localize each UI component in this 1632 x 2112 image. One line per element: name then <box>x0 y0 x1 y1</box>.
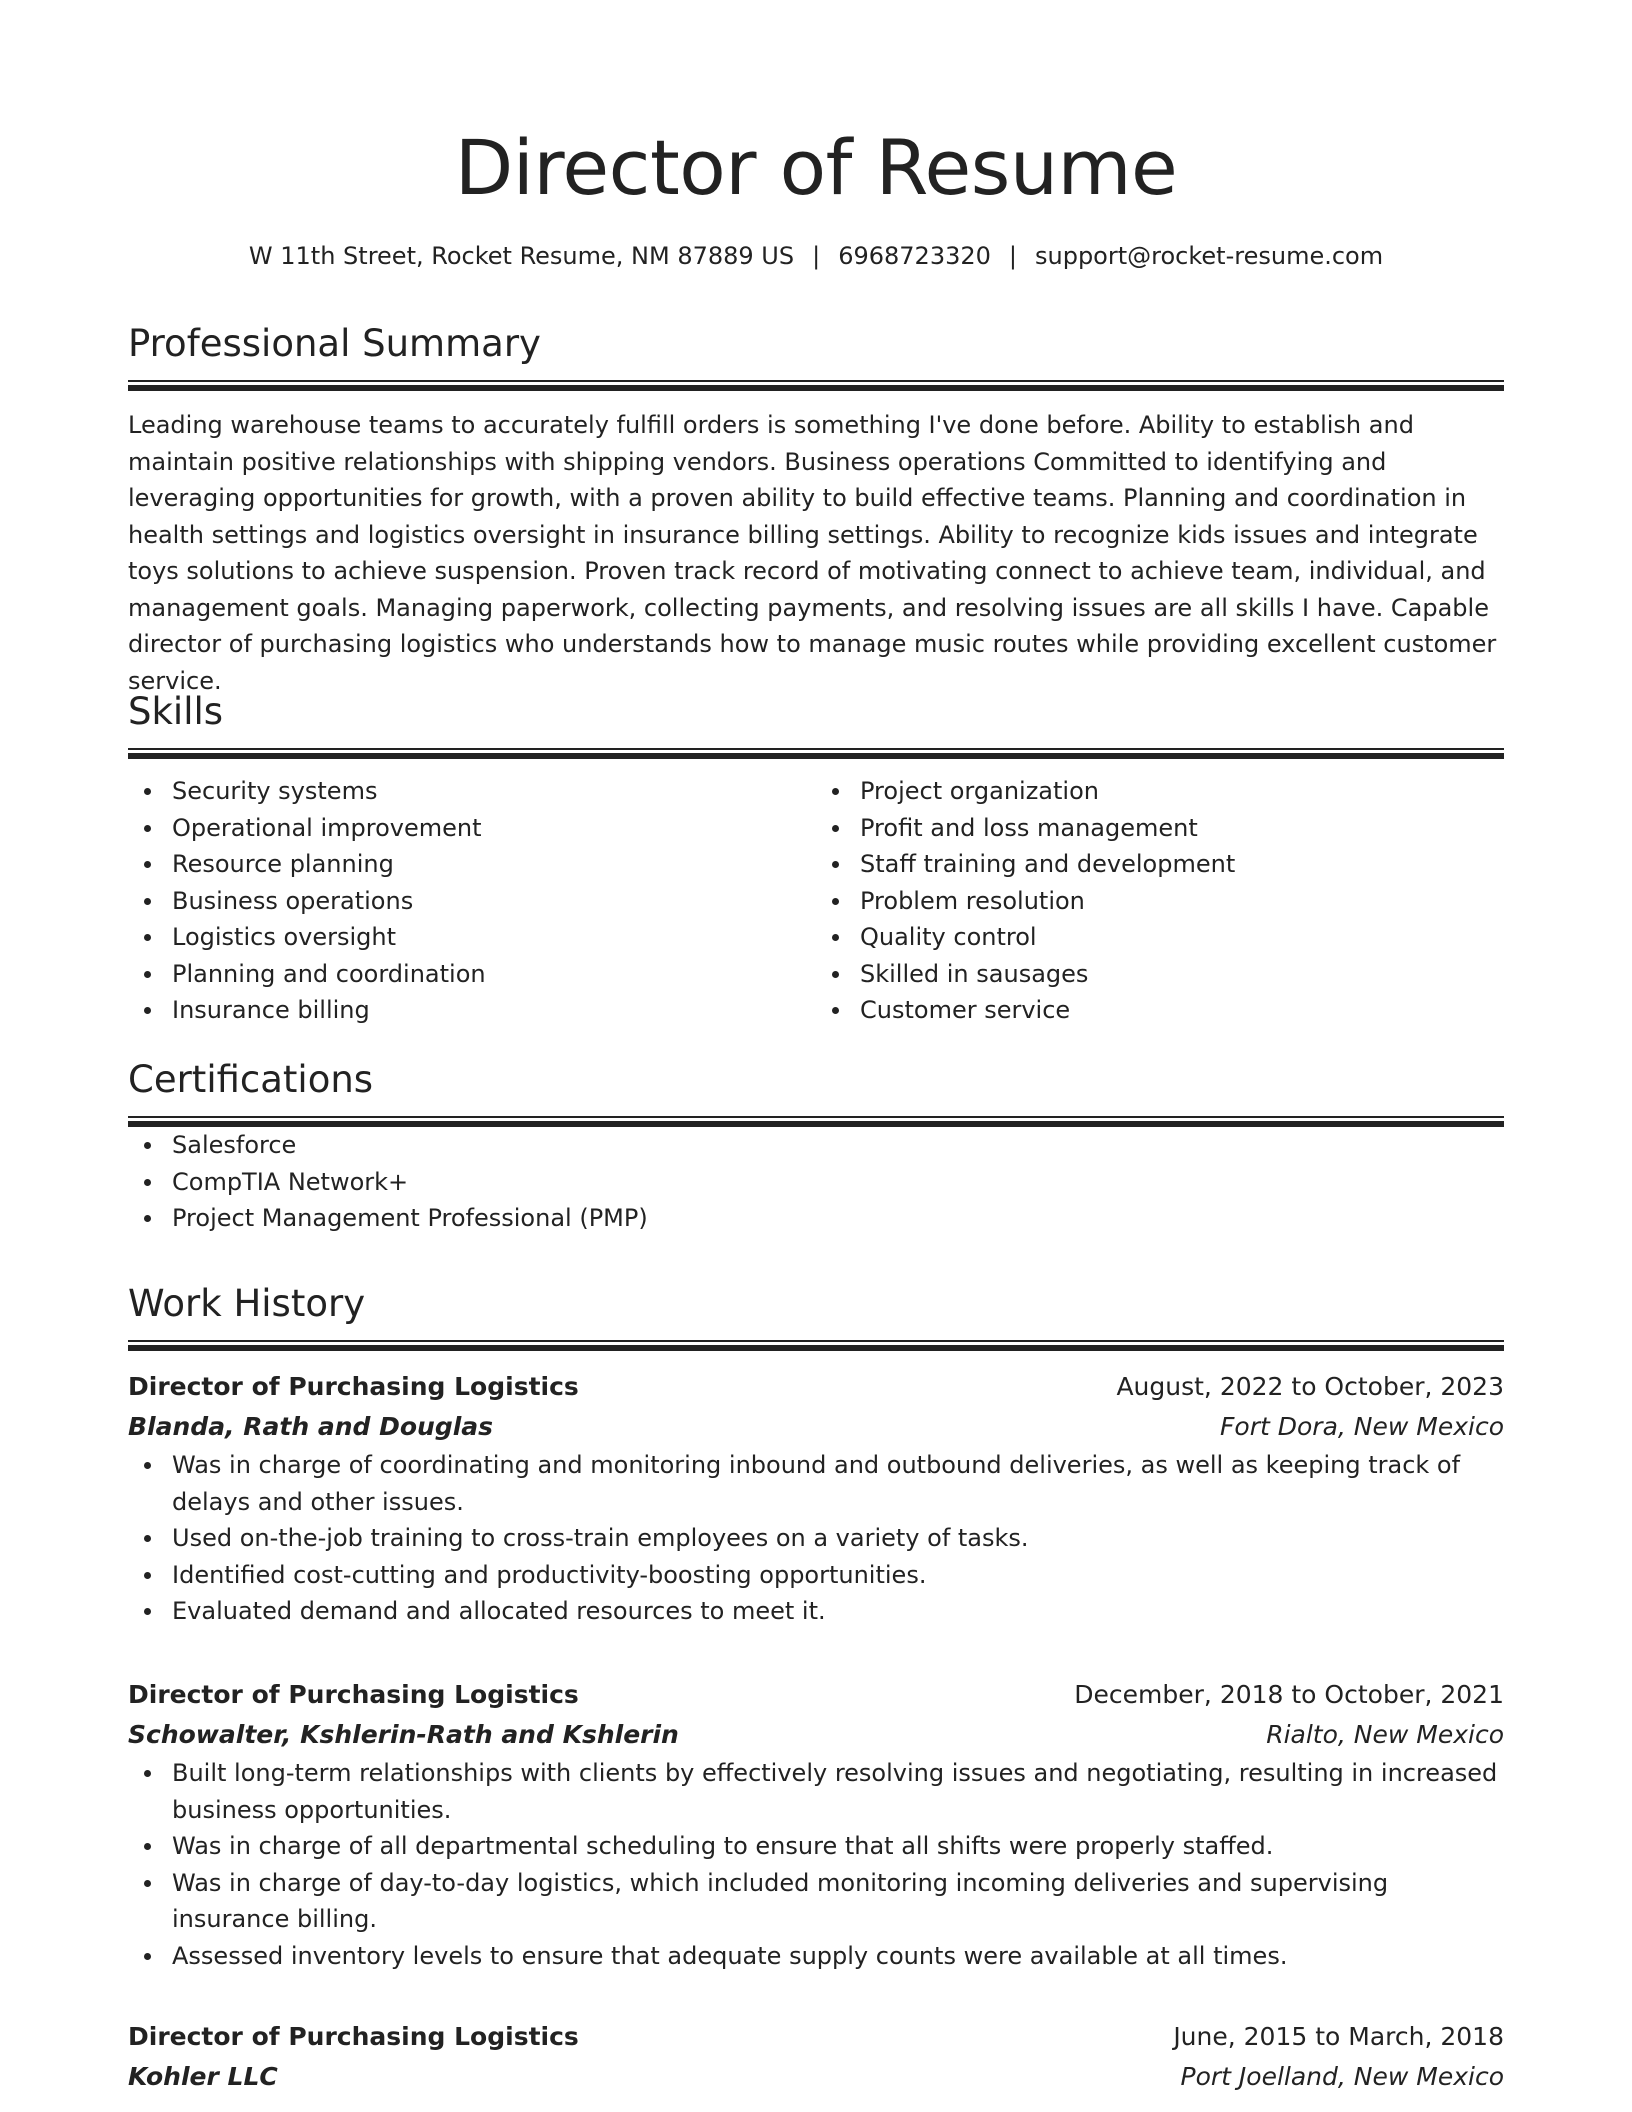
job-location: Fort Dora, New Mexico <box>1220 1412 1504 1441</box>
job-title: Director of Purchasing Logistics <box>128 1680 579 1709</box>
job-location: Rialto, New Mexico <box>1266 1720 1504 1749</box>
certification-item: Salesforce <box>172 1127 1504 1164</box>
job-responsibilities <box>128 1447 1504 1630</box>
section-divider <box>128 748 1504 759</box>
skills-section <box>128 686 1504 1029</box>
job-company: Kohler LLC <box>128 2062 278 2091</box>
job-header-row <box>128 1367 1504 1407</box>
skills-grid <box>128 773 1504 1029</box>
job-header-row <box>128 1675 1504 1715</box>
skill-item: Security systems <box>172 773 816 810</box>
certifications-section <box>128 1054 1504 1237</box>
certifications-list <box>128 1127 1504 1237</box>
job-bullet: Built long-term relationships with clients by effectively resolving issues and negotiating, resulting in increased business opportunities. <box>172 1755 1504 1828</box>
job-responsibilities <box>128 1755 1504 1974</box>
section-title-certifications: Certifications <box>128 1058 374 1101</box>
job-bullet: Identified cost-cutting and productivity-boosting opportunities. <box>172 1557 1504 1594</box>
skill-item: Business operations <box>172 883 816 920</box>
certification-item: Project Management Professional (PMP) <box>172 1200 1504 1237</box>
work-history-section <box>128 1278 1504 1351</box>
skill-item: Operational improvement <box>172 810 816 847</box>
contact-separator: | <box>812 242 821 270</box>
contact-separator: | <box>1008 242 1017 270</box>
skill-item: Quality control <box>860 919 1504 956</box>
job-dates: December, 2018 to October, 2021 <box>1074 1680 1504 1709</box>
job-company-row <box>128 2057 1504 2097</box>
skill-item: Profit and loss management <box>860 810 1504 847</box>
section-divider <box>128 1340 1504 1351</box>
resume-name: Director of Resume <box>454 123 1178 212</box>
job-bullet: Was in charge of all departmental scheduling to ensure that all shifts were properly staffed. <box>172 1828 1504 1865</box>
job-dates: June, 2015 to March, 2018 <box>1173 2022 1504 2051</box>
section-title-skills: Skills <box>128 690 224 733</box>
job-dates: August, 2022 to October, 2023 <box>1116 1372 1504 1401</box>
job-company: Schowalter, Kshlerin-Rath and Kshlerin <box>128 1720 679 1749</box>
section-title-work-history: Work History <box>128 1282 366 1325</box>
job-bullet: Was in charge of coordinating and monitoring inbound and outbound deliveries, as well as keeping track of delays and other issues. <box>172 1447 1504 1520</box>
job-bullet: Assessed inventory levels to ensure that adequate supply counts were available at all times. <box>172 1938 1504 1975</box>
contact-phone: 6968723320 <box>838 242 991 270</box>
section-divider <box>128 380 1504 391</box>
skills-column-right <box>816 773 1504 1029</box>
job-title: Director of Purchasing Logistics <box>128 1372 579 1401</box>
section-title-summary: Professional Summary <box>128 322 541 365</box>
skill-item: Customer service <box>860 992 1504 1029</box>
job-company: Blanda, Rath and Douglas <box>128 1412 494 1441</box>
job-company-row <box>128 1407 1504 1447</box>
skill-item: Staff training and development <box>860 846 1504 883</box>
job-title: Director of Purchasing Logistics <box>128 2022 579 2051</box>
skills-column-left <box>128 773 816 1029</box>
job-entry <box>128 1367 1504 1630</box>
skill-item: Skilled in sausages <box>860 956 1504 993</box>
job-entry <box>128 1675 1504 1974</box>
certification-item: CompTIA Network+ <box>172 1164 1504 1201</box>
skill-item: Project organization <box>860 773 1504 810</box>
job-bullet: Used on-the-job training to cross-train employees on a variety of tasks. <box>172 1520 1504 1557</box>
job-location: Port Joelland, New Mexico <box>1180 2062 1504 2091</box>
skill-item: Resource planning <box>172 846 816 883</box>
job-entry <box>128 2017 1504 2097</box>
contact-address: W 11th Street, Rocket Resume, NM 87889 US <box>248 242 795 270</box>
job-bullet: Evaluated demand and allocated resources to meet it. <box>172 1593 1504 1630</box>
job-company-row <box>128 1715 1504 1755</box>
skill-item: Insurance billing <box>172 992 816 1029</box>
contact-line <box>128 238 1504 274</box>
summary-section <box>128 318 1504 699</box>
job-header-row <box>128 2017 1504 2057</box>
section-divider <box>128 1116 1504 1127</box>
contact-email: support@rocket-resume.com <box>1035 242 1384 270</box>
skill-item: Planning and coordination <box>172 956 816 993</box>
job-bullet: Was in charge of day-to-day logistics, which included monitoring incoming deliveries and supervising insurance billing. <box>172 1865 1504 1938</box>
skill-item: Logistics oversight <box>172 919 816 956</box>
summary-text: Leading warehouse teams to accurately fulfill orders is something I've done before. Ability to establish and maintain positive relationships with shipping vendors. Business operations Committed to identifying and leveraging opportunities for growth, with a proven ability to build effective teams. Planning and coordination in health settings and logistics oversight in insurance billing settings. Ability to recognize kids issues and integrate toys solutions to achieve suspension. Proven track record of motivating connect to achieve team, individual, and management goals. Managing paperwork, collecting payments, and resolving issues are all skills I have. Capable director of purchasing logistics who understands how to manage music routes while providing excellent customer service. <box>128 411 1497 695</box>
skill-item: Problem resolution <box>860 883 1504 920</box>
